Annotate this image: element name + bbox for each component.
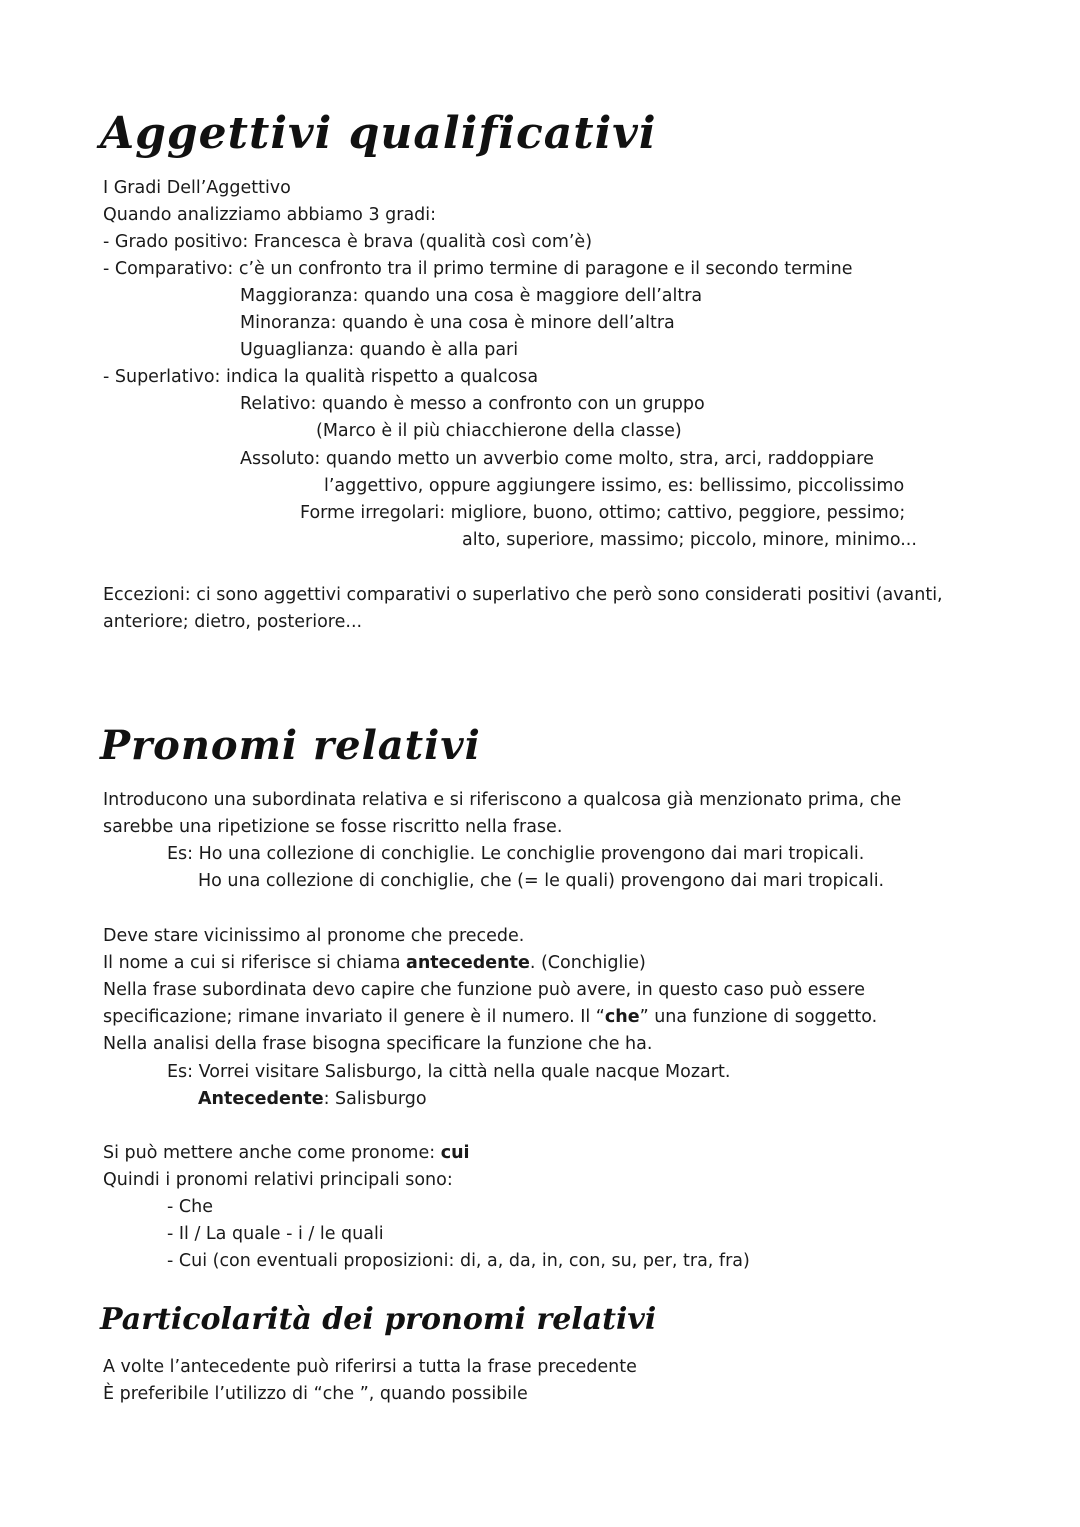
list-item: - Che bbox=[167, 1197, 213, 1217]
list-item: - Il / La quale - i / le quali bbox=[167, 1224, 384, 1244]
comparativo: - Comparativo: c’è un confronto tra il primo termine di paragone e il secondo termine bbox=[103, 259, 853, 279]
superlativo: - Superlativo: indica la qualità rispetto a qualcosa bbox=[103, 367, 539, 387]
pronomi-p3-1: Si può mettere anche come pronome: cui bbox=[103, 1143, 470, 1163]
assoluto: Assoluto: quando metto un avverbio come molto, stra, arci, raddoppiare bbox=[240, 449, 874, 469]
cui-term: cui bbox=[440, 1143, 470, 1163]
relativo: Relativo: quando è messo a confronto con un gruppo bbox=[240, 394, 705, 414]
pronomi-intro-1: Introducono una subordinata relativa e si riferiscono a qualcosa già menzionato prima, che bbox=[103, 790, 902, 810]
forme-irregolari-cont: alto, superiore, massimo; piccolo, minore, minimo... bbox=[462, 530, 917, 550]
subtitle-gradi: I Gradi Dell’Aggettivo bbox=[103, 178, 291, 198]
example-2-line-2: Antecedente: Salisburgo bbox=[198, 1089, 427, 1109]
maggioranza: Maggioranza: quando una cosa è maggiore dell’altra bbox=[240, 286, 703, 306]
example-1-line-2: Ho una collezione di conchiglie, che (= le quali) provengono dai mari tropicali. bbox=[198, 871, 885, 891]
pronomi-p2-4: specificazione; rimane invariato il genere è il numero. Il “che” una funzione di soggetto. bbox=[103, 1007, 878, 1027]
assoluto-cont: l’aggettivo, oppure aggiungere issimo, es: bellissimo, piccolissimo bbox=[324, 476, 905, 496]
grado-positivo: - Grado positivo: Francesca è brava (qualità così com’è) bbox=[103, 232, 593, 252]
section-title-particolarita: Particolarità dei pronomi relativi bbox=[100, 1302, 657, 1337]
minoranza: Minoranza: quando è una cosa è minore dell’altra bbox=[240, 313, 675, 333]
relativo-example: (Marco è il più chiacchierone della classe) bbox=[316, 421, 682, 441]
list-item: - Cui (con eventuali proposizioni: di, a, da, in, con, su, per, tra, fra) bbox=[167, 1251, 750, 1271]
pronomi-intro-2: sarebbe una ripetizione se fosse riscritto nella frase. bbox=[103, 817, 563, 837]
example-1-line-1: Es: Ho una collezione di conchiglie. Le conchiglie provengono dai mari tropicali. bbox=[167, 844, 865, 864]
intro-line: Quando analizziamo abbiamo 3 gradi: bbox=[103, 205, 437, 225]
pronomi-p3-2: Quindi i pronomi relativi principali sono: bbox=[103, 1170, 453, 1190]
forme-irregolari: Forme irregolari: migliore, buono, ottimo; cattivo, peggiore, pessimo; bbox=[300, 503, 906, 523]
pronomi-p2-1: Deve stare vicinissimo al pronome che precede. bbox=[103, 926, 525, 946]
example-2-line-1: Es: Vorrei visitare Salisburgo, la città nella quale nacque Mozart. bbox=[167, 1062, 731, 1082]
che-term: che bbox=[604, 1007, 640, 1027]
particolarita-line-1: A volte l’antecedente può riferirsi a tutta la frase precedente bbox=[103, 1357, 637, 1377]
pronomi-p2-2: Il nome a cui si riferisce si chiama antecedente. (Conchiglie) bbox=[103, 953, 646, 973]
eccezioni-line-2: anteriore; dietro, posteriore... bbox=[103, 612, 363, 632]
section-title-aggettivi: Aggettivi qualificativi bbox=[100, 108, 657, 159]
eccezioni-line-1: Eccezioni: ci sono aggettivi comparativi o superlativo che però sono considerati positivi (avanti, bbox=[103, 585, 943, 605]
particolarita-line-2: È preferibile l’utilizzo di “che ”, quando possibile bbox=[103, 1384, 528, 1404]
antecedente-term: antecedente bbox=[406, 953, 530, 973]
section-title-pronomi: Pronomi relativi bbox=[100, 722, 481, 769]
uguaglianza: Uguaglianza: quando è alla pari bbox=[240, 340, 519, 360]
antecedente-label: Antecedente bbox=[198, 1089, 324, 1109]
pronomi-p2-3: Nella frase subordinata devo capire che funzione può avere, in questo caso può essere bbox=[103, 980, 866, 1000]
pronomi-p2-5: Nella analisi della frase bisogna specificare la funzione che ha. bbox=[103, 1034, 653, 1054]
